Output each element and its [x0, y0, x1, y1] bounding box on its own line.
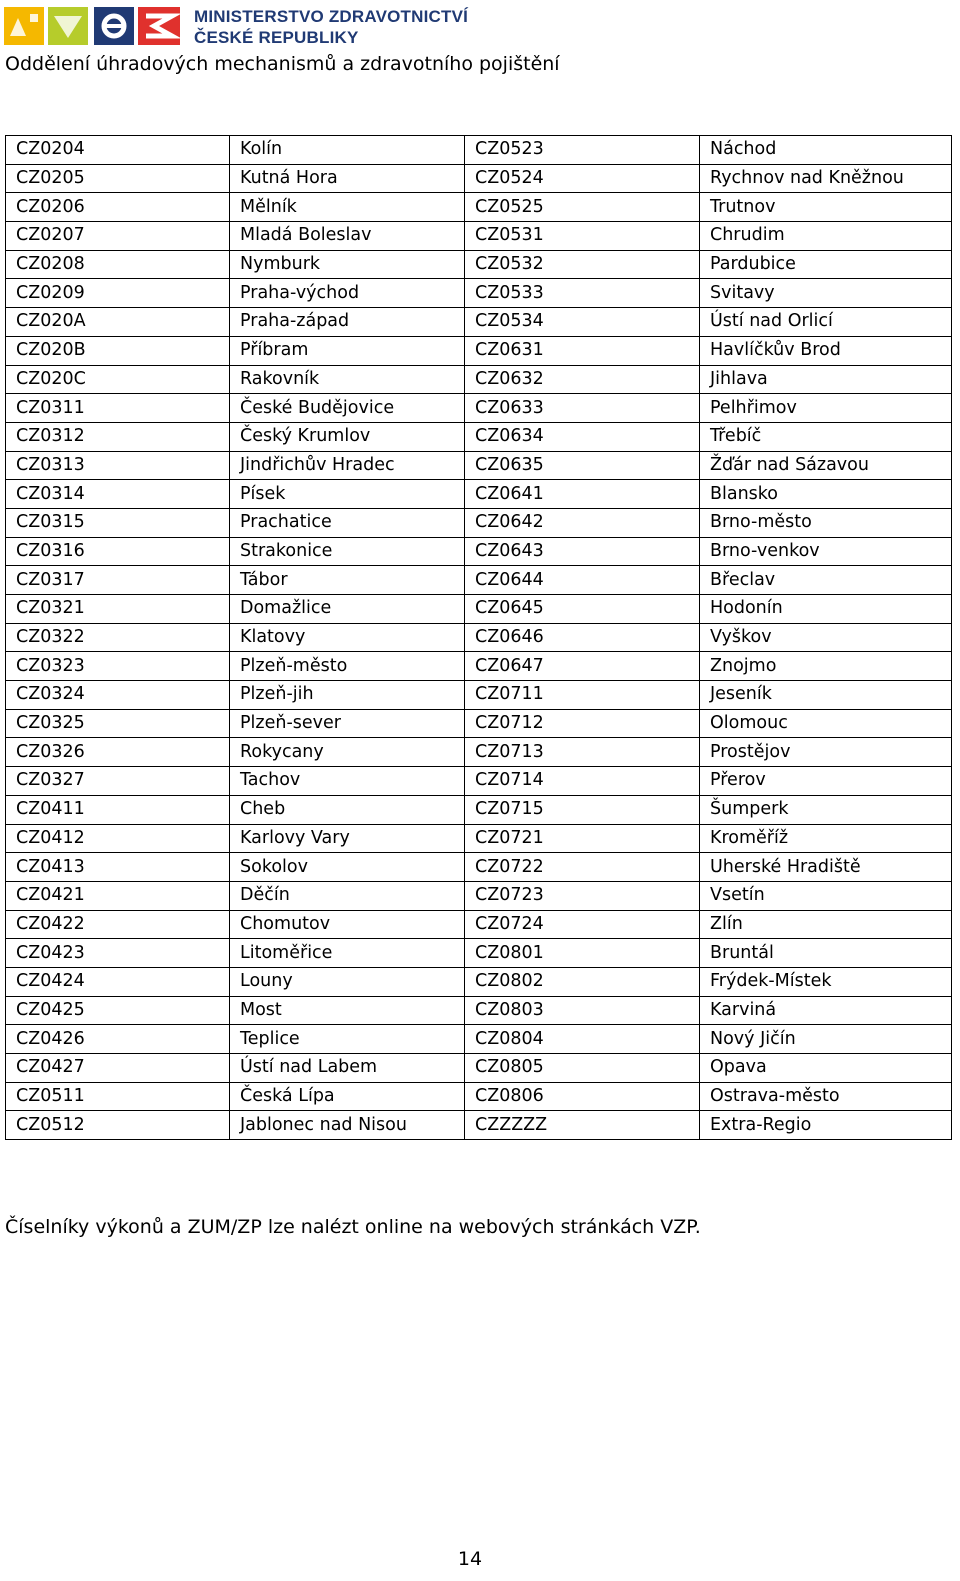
district-code-right: CZ0802 [465, 967, 700, 996]
district-name-right: Olomouc [700, 709, 952, 738]
district-name-left: Plzeň-jih [230, 681, 465, 710]
district-code-right: CZ0721 [465, 824, 700, 853]
district-code-left: CZ0313 [6, 451, 230, 480]
district-name-right: Svitavy [700, 279, 952, 308]
district-code-right: CZ0723 [465, 881, 700, 910]
district-code-right: CZ0714 [465, 767, 700, 796]
district-name-left: Sokolov [230, 853, 465, 882]
table-row [6, 279, 952, 308]
district-code-left: CZ0206 [6, 193, 230, 222]
district-name-right: Brno-město [700, 508, 952, 537]
district-code-left: CZ0325 [6, 709, 230, 738]
table-row [6, 566, 952, 595]
table-row [6, 422, 952, 451]
district-code-right: CZ0644 [465, 566, 700, 595]
district-name-left: Strakonice [230, 537, 465, 566]
district-code-left: CZ0314 [6, 480, 230, 509]
district-code-right: CZ0642 [465, 508, 700, 537]
district-code-left: CZ0205 [6, 164, 230, 193]
table-row [6, 795, 952, 824]
table-row [6, 308, 952, 337]
district-code-left: CZ0426 [6, 1025, 230, 1054]
district-code-left: CZ020C [6, 365, 230, 394]
district-table-body [6, 136, 952, 1140]
table-row [6, 709, 952, 738]
district-name-left: Ústí nad Labem [230, 1054, 465, 1083]
district-name-left: Kolín [230, 136, 465, 165]
table-row [6, 652, 952, 681]
district-name-left: Klatovy [230, 623, 465, 652]
district-code-left: CZ0424 [6, 967, 230, 996]
district-name-right: Pardubice [700, 250, 952, 279]
table-row [6, 537, 952, 566]
district-code-right: CZ0524 [465, 164, 700, 193]
district-code-right: CZ0713 [465, 738, 700, 767]
table-row [6, 480, 952, 509]
table-row [6, 967, 952, 996]
district-name-right: Ostrava-město [700, 1082, 952, 1111]
district-code-left: CZ0411 [6, 795, 230, 824]
district-name-left: Jindřichův Hradec [230, 451, 465, 480]
district-code-right: CZ0715 [465, 795, 700, 824]
district-code-right: CZ0523 [465, 136, 700, 165]
district-name-right: Břeclav [700, 566, 952, 595]
district-code-left: CZ020A [6, 308, 230, 337]
district-name-left: Rokycany [230, 738, 465, 767]
table-row [6, 595, 952, 624]
district-code-left: CZ0315 [6, 508, 230, 537]
district-code-left: CZ0207 [6, 222, 230, 251]
table-row [6, 1025, 952, 1054]
district-code-left: CZ0312 [6, 422, 230, 451]
district-code-right: CZ0525 [465, 193, 700, 222]
table-row [6, 738, 952, 767]
district-code-right: CZ0645 [465, 595, 700, 624]
district-code-right: CZ0646 [465, 623, 700, 652]
district-code-right: CZ0534 [465, 308, 700, 337]
district-code-left: CZ0208 [6, 250, 230, 279]
ministry-name [194, 6, 468, 48]
ministry-name-line2: ČESKÉ REPUBLIKY [194, 28, 359, 47]
district-code-right: CZ0643 [465, 537, 700, 566]
district-name-right: Havlíčkův Brod [700, 336, 952, 365]
district-name-left: Děčín [230, 881, 465, 910]
department-title: Oddělení úhradových mechanismů a zdravotního pojištění [5, 53, 560, 75]
district-name-left: Nymburk [230, 250, 465, 279]
district-name-right: Třebíč [700, 422, 952, 451]
district-code-left: CZ0209 [6, 279, 230, 308]
district-code-left: CZ0427 [6, 1054, 230, 1083]
district-code-left: CZ0317 [6, 566, 230, 595]
district-code-left: CZ0512 [6, 1111, 230, 1140]
district-code-right: CZ0647 [465, 652, 700, 681]
table-row [6, 222, 952, 251]
district-code-right: CZ0632 [465, 365, 700, 394]
district-name-left: Tachov [230, 767, 465, 796]
district-name-right: Přerov [700, 767, 952, 796]
district-name-left: Litoměřice [230, 939, 465, 968]
page-number: 14 [457, 1548, 483, 1570]
district-code-left: CZ0322 [6, 623, 230, 652]
table-row [6, 136, 952, 165]
district-name-left: Domažlice [230, 595, 465, 624]
district-name-left: Příbram [230, 336, 465, 365]
district-code-left: CZ0311 [6, 394, 230, 423]
district-name-right: Blansko [700, 480, 952, 509]
district-name-left: Jablonec nad Nisou [230, 1111, 465, 1140]
table-row [6, 336, 952, 365]
district-code-left: CZ0327 [6, 767, 230, 796]
district-code-left: CZ0326 [6, 738, 230, 767]
table-row [6, 767, 952, 796]
district-code-left: CZ0413 [6, 853, 230, 882]
district-name-right: Pelhřimov [700, 394, 952, 423]
district-name-left: Chomutov [230, 910, 465, 939]
district-name-right: Uherské Hradiště [700, 853, 952, 882]
district-code-left: CZ0421 [6, 881, 230, 910]
district-name-right: Zlín [700, 910, 952, 939]
district-code-right: CZ0711 [465, 681, 700, 710]
table-row [6, 853, 952, 882]
district-code-left: CZ0425 [6, 996, 230, 1025]
table-row [6, 1111, 952, 1140]
district-name-right: Vyškov [700, 623, 952, 652]
district-code-left: CZ0323 [6, 652, 230, 681]
table-row [6, 881, 952, 910]
district-code-right: CZ0532 [465, 250, 700, 279]
district-code-right: CZ0631 [465, 336, 700, 365]
table-row [6, 451, 952, 480]
table-row [6, 164, 952, 193]
district-code-right: CZ0712 [465, 709, 700, 738]
district-code-left: CZ0422 [6, 910, 230, 939]
district-name-right: Extra-Regio [700, 1111, 952, 1140]
page-header [4, 4, 469, 48]
district-code-right: CZ0804 [465, 1025, 700, 1054]
district-name-left: Rakovník [230, 365, 465, 394]
table-row [6, 824, 952, 853]
district-code-right: CZZZZZ [465, 1111, 700, 1140]
district-code-left: CZ0324 [6, 681, 230, 710]
table-row [6, 996, 952, 1025]
district-code-right: CZ0533 [465, 279, 700, 308]
district-name-right: Chrudim [700, 222, 952, 251]
district-code-right: CZ0803 [465, 996, 700, 1025]
ministry-name-line1: MINISTERSTVO ZDRAVOTNICTVÍ [194, 7, 469, 26]
district-name-right: Bruntál [700, 939, 952, 968]
district-name-left: Plzeň-sever [230, 709, 465, 738]
district-code-right: CZ0531 [465, 222, 700, 251]
district-name-left: Písek [230, 480, 465, 509]
district-name-right: Prostějov [700, 738, 952, 767]
district-name-left: Praha-západ [230, 308, 465, 337]
district-name-right: Ústí nad Orlicí [700, 308, 952, 337]
district-code-left: CZ0316 [6, 537, 230, 566]
district-code-left: CZ0321 [6, 595, 230, 624]
district-name-right: Nový Jičín [700, 1025, 952, 1054]
district-name-left: Kutná Hora [230, 164, 465, 193]
district-code-left: CZ0204 [6, 136, 230, 165]
district-name-right: Opava [700, 1054, 952, 1083]
district-name-right: Brno-venkov [700, 537, 952, 566]
district-name-left: Mladá Boleslav [230, 222, 465, 251]
district-code-right: CZ0724 [465, 910, 700, 939]
district-name-right: Kroměříž [700, 824, 952, 853]
district-name-right: Náchod [700, 136, 952, 165]
district-name-right: Hodonín [700, 595, 952, 624]
table-row [6, 939, 952, 968]
district-name-left: Plzeň-město [230, 652, 465, 681]
district-name-right: Jihlava [700, 365, 952, 394]
district-name-right: Vsetín [700, 881, 952, 910]
table-row [6, 250, 952, 279]
district-name-left: Louny [230, 967, 465, 996]
district-name-left: Karlovy Vary [230, 824, 465, 853]
district-name-right: Rychnov nad Kněžnou [700, 164, 952, 193]
district-name-left: České Budějovice [230, 394, 465, 423]
district-code-right: CZ0633 [465, 394, 700, 423]
district-code-right: CZ0635 [465, 451, 700, 480]
table-row [6, 910, 952, 939]
table-row [6, 508, 952, 537]
district-name-left: Most [230, 996, 465, 1025]
district-name-left: Praha-východ [230, 279, 465, 308]
district-code-left: CZ0412 [6, 824, 230, 853]
table-row [6, 394, 952, 423]
district-code-left: CZ0511 [6, 1082, 230, 1111]
district-code-right: CZ0805 [465, 1054, 700, 1083]
district-name-left: Mělník [230, 193, 465, 222]
table-row [6, 1082, 952, 1111]
district-name-right: Karviná [700, 996, 952, 1025]
table-row [6, 623, 952, 652]
district-name-right: Trutnov [700, 193, 952, 222]
district-code-table [5, 135, 952, 1140]
district-code-right: CZ0641 [465, 480, 700, 509]
ministry-logo-icon [4, 4, 182, 48]
district-name-left: Teplice [230, 1025, 465, 1054]
district-code-right: CZ0801 [465, 939, 700, 968]
district-code-right: CZ0722 [465, 853, 700, 882]
note-text: Číselníky výkonů a ZUM/ZP lze nalézt online na webových stránkách VZP. [5, 1216, 701, 1238]
district-name-right: Jeseník [700, 681, 952, 710]
table-row [6, 193, 952, 222]
table-row [6, 365, 952, 394]
district-name-right: Frýdek-Místek [700, 967, 952, 996]
district-code-right: CZ0806 [465, 1082, 700, 1111]
district-code-right: CZ0634 [465, 422, 700, 451]
district-name-left: Český Krumlov [230, 422, 465, 451]
district-name-left: Cheb [230, 795, 465, 824]
district-name-right: Žďár nad Sázavou [700, 451, 952, 480]
district-code-left: CZ020B [6, 336, 230, 365]
table-row [6, 1054, 952, 1083]
district-name-left: Česká Lípa [230, 1082, 465, 1111]
district-name-left: Prachatice [230, 508, 465, 537]
district-code-left: CZ0423 [6, 939, 230, 968]
district-name-left: Tábor [230, 566, 465, 595]
district-name-right: Znojmo [700, 652, 952, 681]
district-name-right: Šumperk [700, 795, 952, 824]
table-row [6, 681, 952, 710]
